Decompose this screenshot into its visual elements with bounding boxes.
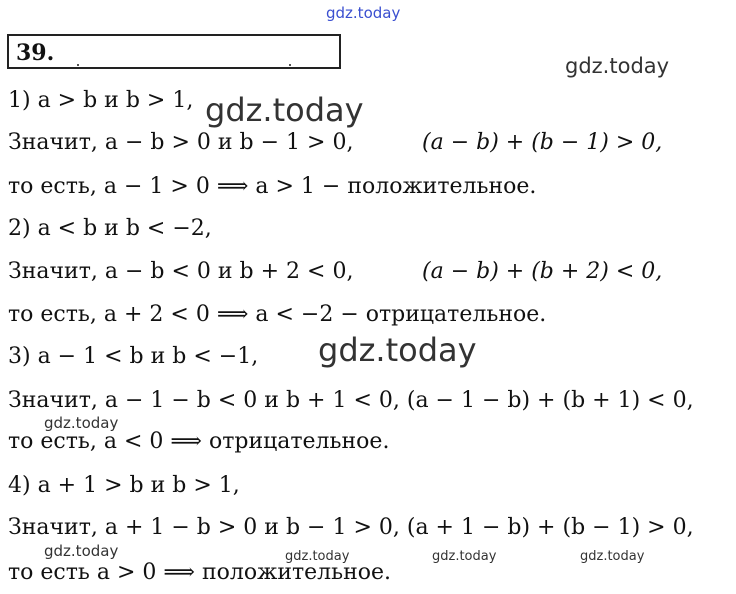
watermark-large: gdz.today bbox=[205, 91, 364, 129]
watermark-top: gdz.today bbox=[326, 4, 401, 22]
line-case-1-sum: (a − b) + (b − 1) > 0, bbox=[422, 130, 663, 155]
watermark: gdz.today bbox=[580, 549, 645, 564]
line-case-4: 4) a + 1 > b и b > 1, bbox=[8, 473, 240, 498]
line-case-3-then: Значит, a − 1 − b < 0 и b + 1 < 0, (a − 1 − b) + (b + 1) < 0, bbox=[8, 388, 694, 413]
watermark: gdz.today bbox=[285, 549, 350, 564]
line-case-3: 3) a − 1 < b и b < −1, bbox=[8, 344, 259, 369]
problem-number: 39. bbox=[16, 40, 55, 66]
watermark: gdz.today bbox=[432, 549, 497, 564]
line-case-2-sum: (a − b) + (b + 2) < 0, bbox=[422, 259, 663, 284]
line-case-1-result: то есть, a − 1 > 0 ⟹ a > 1 − положительное. bbox=[8, 174, 537, 199]
watermark: gdz.today bbox=[565, 54, 670, 78]
line-case-3-result: то есть, a < 0 ⟹ отрицательное. bbox=[8, 429, 390, 454]
watermark-large: gdz.today bbox=[318, 331, 477, 369]
line-case-2-result: то есть, a + 2 < 0 ⟹ a < −2 − отрицательное. bbox=[8, 302, 547, 327]
line-case-1: 1) a > b и b > 1, bbox=[8, 88, 194, 113]
watermark: gdz.today bbox=[44, 542, 119, 560]
line-case-2-then: Значит, a − b < 0 и b + 2 < 0, bbox=[8, 259, 354, 284]
box-mark bbox=[77, 64, 79, 66]
line-case-4-then: Значит, a + 1 − b > 0 и b − 1 > 0, (a + 1 − b) + (b − 1) > 0, bbox=[8, 515, 694, 540]
line-case-4-result: то есть a > 0 ⟹ положительное. bbox=[8, 560, 392, 585]
problem-number-box bbox=[7, 34, 341, 69]
box-mark bbox=[289, 64, 291, 66]
line-case-2: 2) a < b и b < −2, bbox=[8, 216, 212, 241]
line-case-1-then: Значит, a − b > 0 и b − 1 > 0, bbox=[8, 130, 354, 155]
watermark: gdz.today bbox=[44, 414, 119, 432]
